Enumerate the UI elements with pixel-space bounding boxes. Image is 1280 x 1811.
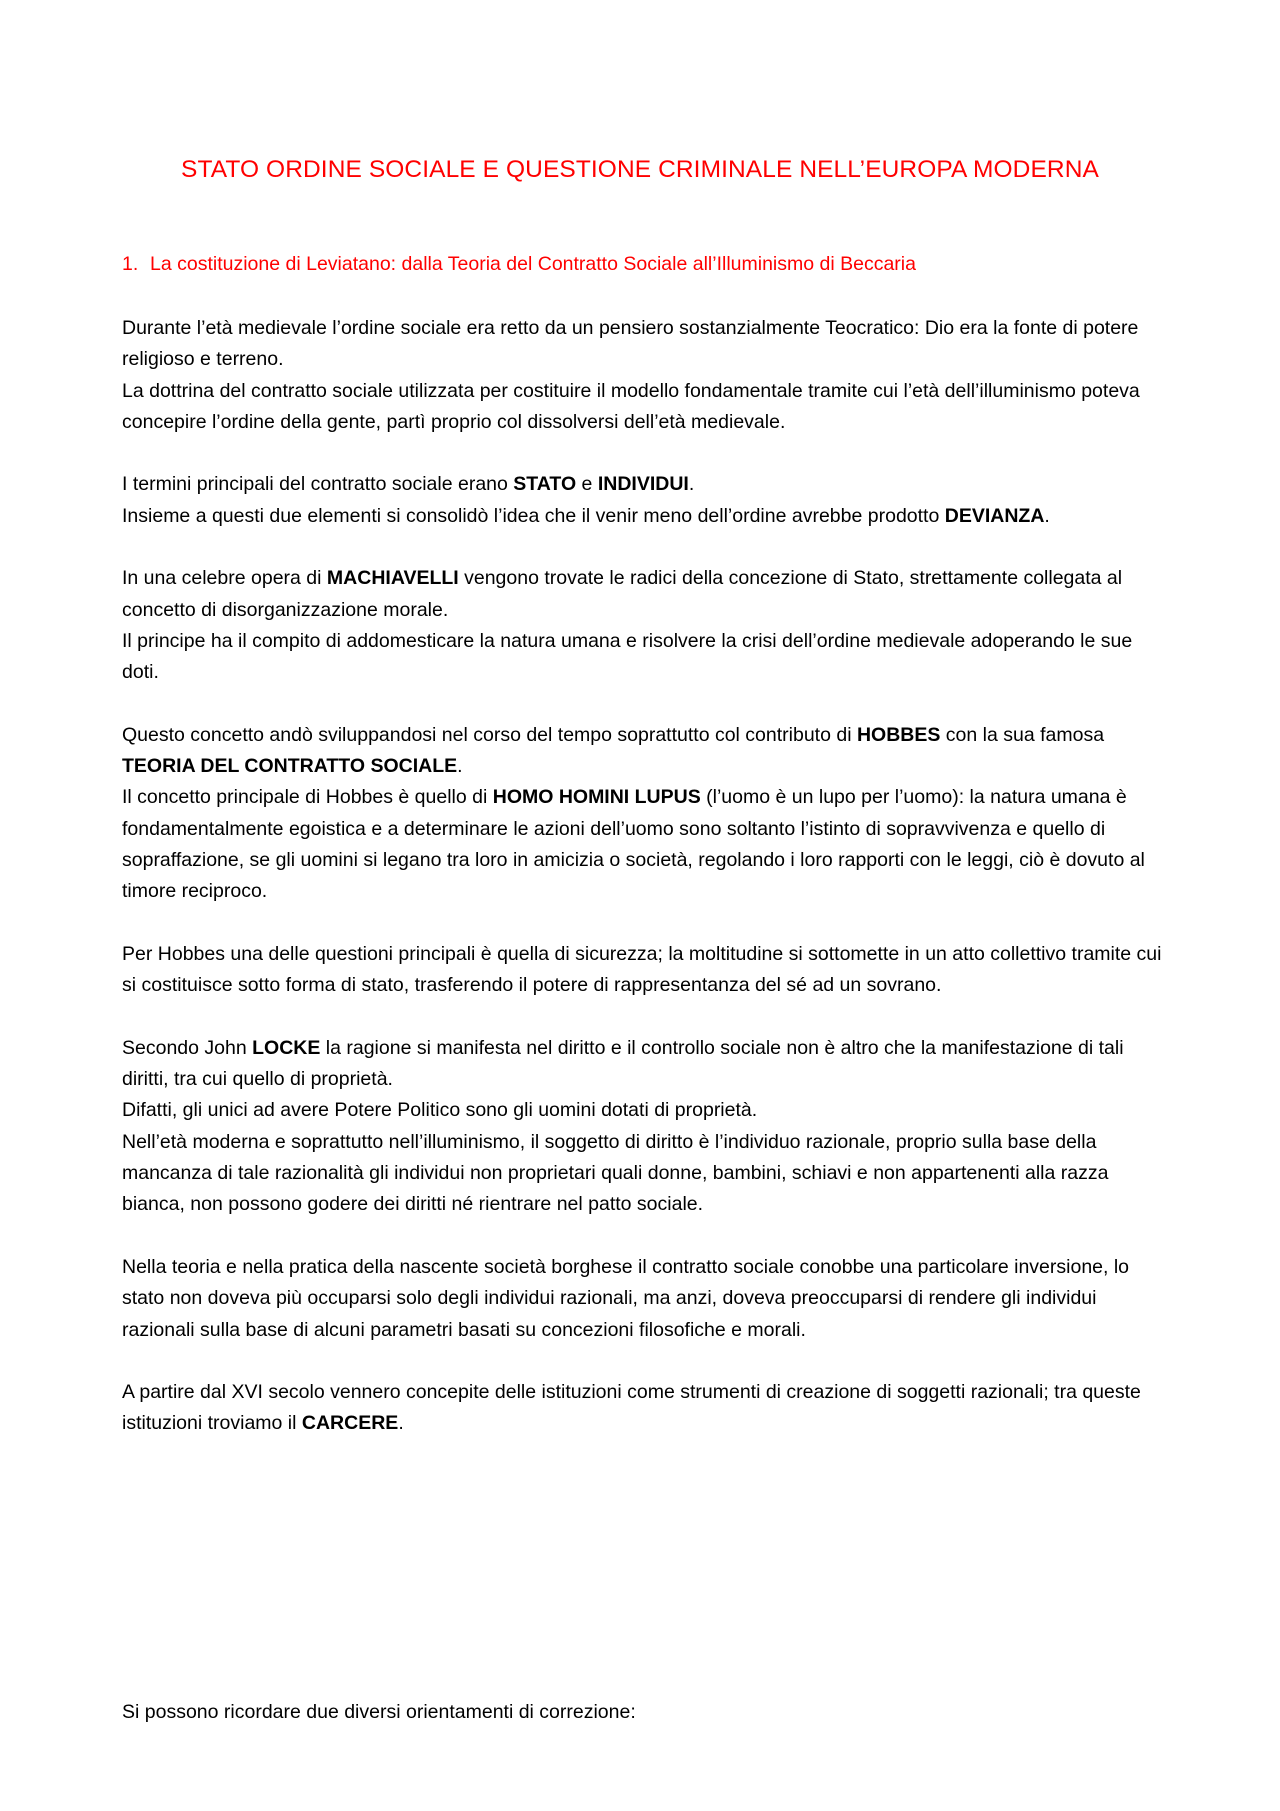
text-run: Difatti, gli unici ad avere Potere Politico sono gli uomini dotati di proprietà.: [122, 1099, 758, 1122]
document-title: STATO ORDINE SOCIALE E QUESTIONE CRIMINALE NELL’EUROPA MODERNA: [181, 156, 1099, 183]
paragraph-spacer: [122, 532, 1162, 563]
paragraph-line: [122, 469, 1162, 500]
text-run: Insieme a questi due elementi si consolidò l’idea che il venir meno dell’ordine avrebbe prodotto: [122, 504, 945, 527]
bold-term: MACHIAVELLI: [326, 567, 459, 590]
body-text: [122, 313, 1162, 1440]
text-run: con la sua famosa: [940, 723, 1105, 746]
bold-term: LOCKE: [252, 1036, 321, 1059]
paragraph: [122, 313, 1162, 438]
section-heading: [122, 253, 916, 276]
paragraph: [122, 469, 1162, 532]
text-run: .: [688, 473, 695, 496]
bold-term: INDIVIDUI: [597, 473, 689, 496]
text-run: e: [576, 473, 598, 496]
text-run: Nella teoria e nella pratica della nascente società borghese il contratto sociale conobbe una particolare inversione, lo stato non doveva più occuparsi solo degli individui razionali, ma anzi, doveva preoccuparsi di rendere gli individui razionali sulla base di alcuni parametri basati su concezioni filosofiche e morali.: [122, 1255, 1130, 1341]
text-run: Secondo John: [122, 1036, 253, 1059]
paragraph-line: [122, 1095, 1162, 1126]
text-run: Il principe ha il compito di addomesticare la natura umana e risolvere la crisi dell’ordine medievale adoperando le sue doti.: [122, 629, 1133, 684]
paragraph-line: [122, 782, 1162, 907]
paragraph-line: [122, 313, 1162, 376]
paragraph-line: [122, 1377, 1162, 1440]
bold-term: HOMO HOMINI LUPUS: [492, 786, 701, 809]
bold-term: HOBBES: [856, 723, 941, 746]
text-run: Durante l’età medievale l’ordine sociale era retto da un pensiero sostanzialmente Teocratico: Dio era la fonte di potere religioso e terreno.: [122, 317, 1139, 371]
paragraph-line: [122, 563, 1162, 626]
text-run: (l’uomo è un lupo per l’uomo): la natura umana è fondamentalmente egoistica e a determinare le azioni dell’uomo sono soltanto l’istinto di sopravvivenza e quello di sopraffazione, se gli uomini si legano tra loro in amicizia o società, regolando i loro rapporti con le leggi, ciò è dovuto al timore reciproco.: [122, 786, 1145, 903]
paragraph-spacer: [122, 1002, 1162, 1033]
text-run: In una celebre opera di: [122, 567, 327, 590]
section-heading-text: La costituzione di Leviatano: dalla Teoria del Contratto Sociale all’Illuminismo di Beccaria: [150, 253, 916, 275]
paragraph-spacer: [122, 1346, 1162, 1377]
paragraph: [122, 939, 1162, 1002]
closing-line-text: Si possono ricordare due diversi orientamenti di correzione:: [122, 1701, 636, 1723]
paragraph-spacer: [122, 438, 1162, 469]
paragraph-spacer: [122, 1221, 1162, 1252]
paragraph-line: [122, 720, 1162, 783]
paragraph: [122, 1033, 1162, 1221]
paragraph-spacer: [122, 908, 1162, 939]
paragraph-spacer: [122, 689, 1162, 720]
paragraph-line: [122, 939, 1162, 1002]
text-run: .: [457, 755, 463, 778]
text-run: Questo concetto andò sviluppandosi nel corso del tempo soprattutto col contributo di: [122, 723, 857, 746]
paragraph-line: [122, 1127, 1162, 1221]
bold-term: TEORIA DEL CONTRATTO SOCIALE: [122, 755, 458, 778]
paragraph: [122, 1252, 1162, 1346]
text-run: vengono trovate le radici della concezione di Stato, strettamente collegata al concetto di disorganizzazione morale.: [122, 567, 1123, 621]
paragraph: [122, 1377, 1162, 1440]
paragraph-line: [122, 626, 1162, 689]
text-run: Nell’età moderna e soprattutto nell’illuminismo, il soggetto di diritto è l’individuo razionale, proprio sulla base della mancanza di tale razionalità gli individui non proprietari quali donne, bambini, schiavi e non appartenenti alla razza bianca, non possono godere dei diritti né rientrare nel patto sociale.: [122, 1130, 1109, 1216]
text-run: .: [1044, 504, 1050, 527]
bold-term: STATO: [513, 473, 577, 496]
paragraph-line: [122, 1252, 1162, 1346]
bold-term: CARCERE: [301, 1412, 399, 1435]
bold-term: DEVIANZA: [944, 504, 1045, 527]
section-number: 1.: [122, 253, 139, 275]
text-run: I termini principali del contratto sociale erano: [122, 473, 514, 496]
text-run: la ragione si manifesta nel diritto e il controllo sociale non è altro che la manifestazione di tali diritti, tra cui quello di proprietà.: [122, 1036, 1124, 1091]
paragraph: [122, 563, 1162, 688]
paragraph: [122, 720, 1162, 908]
text-run: .: [398, 1412, 404, 1435]
text-run: A partire dal XVI secolo vennero concepite delle istituzioni come strumenti di creazione di soggetti razionali; tra queste istituzioni troviamo il: [122, 1381, 1141, 1435]
paragraph-line: [122, 376, 1162, 439]
paragraph-line: [122, 1033, 1162, 1096]
text-run: La dottrina del contratto sociale utilizzata per costituire il modello fondamentale tramite cui l’età dell’illuminismo poteva concepire l’ordine della gente, partì proprio col dissolversi dell’età medievale.: [122, 379, 1140, 433]
text-run: Il concetto principale di Hobbes è quello di: [122, 786, 493, 809]
closing-line: [122, 1697, 1162, 1728]
paragraph-line: [122, 501, 1162, 532]
text-run: Per Hobbes una delle questioni principali è quella di sicurezza; la moltitudine si sottomette in un atto collettivo tramite cui si costituisce sotto forma di stato, trasferendo il potere di rappresentanza del sé ad un sovrano.: [122, 942, 1162, 997]
